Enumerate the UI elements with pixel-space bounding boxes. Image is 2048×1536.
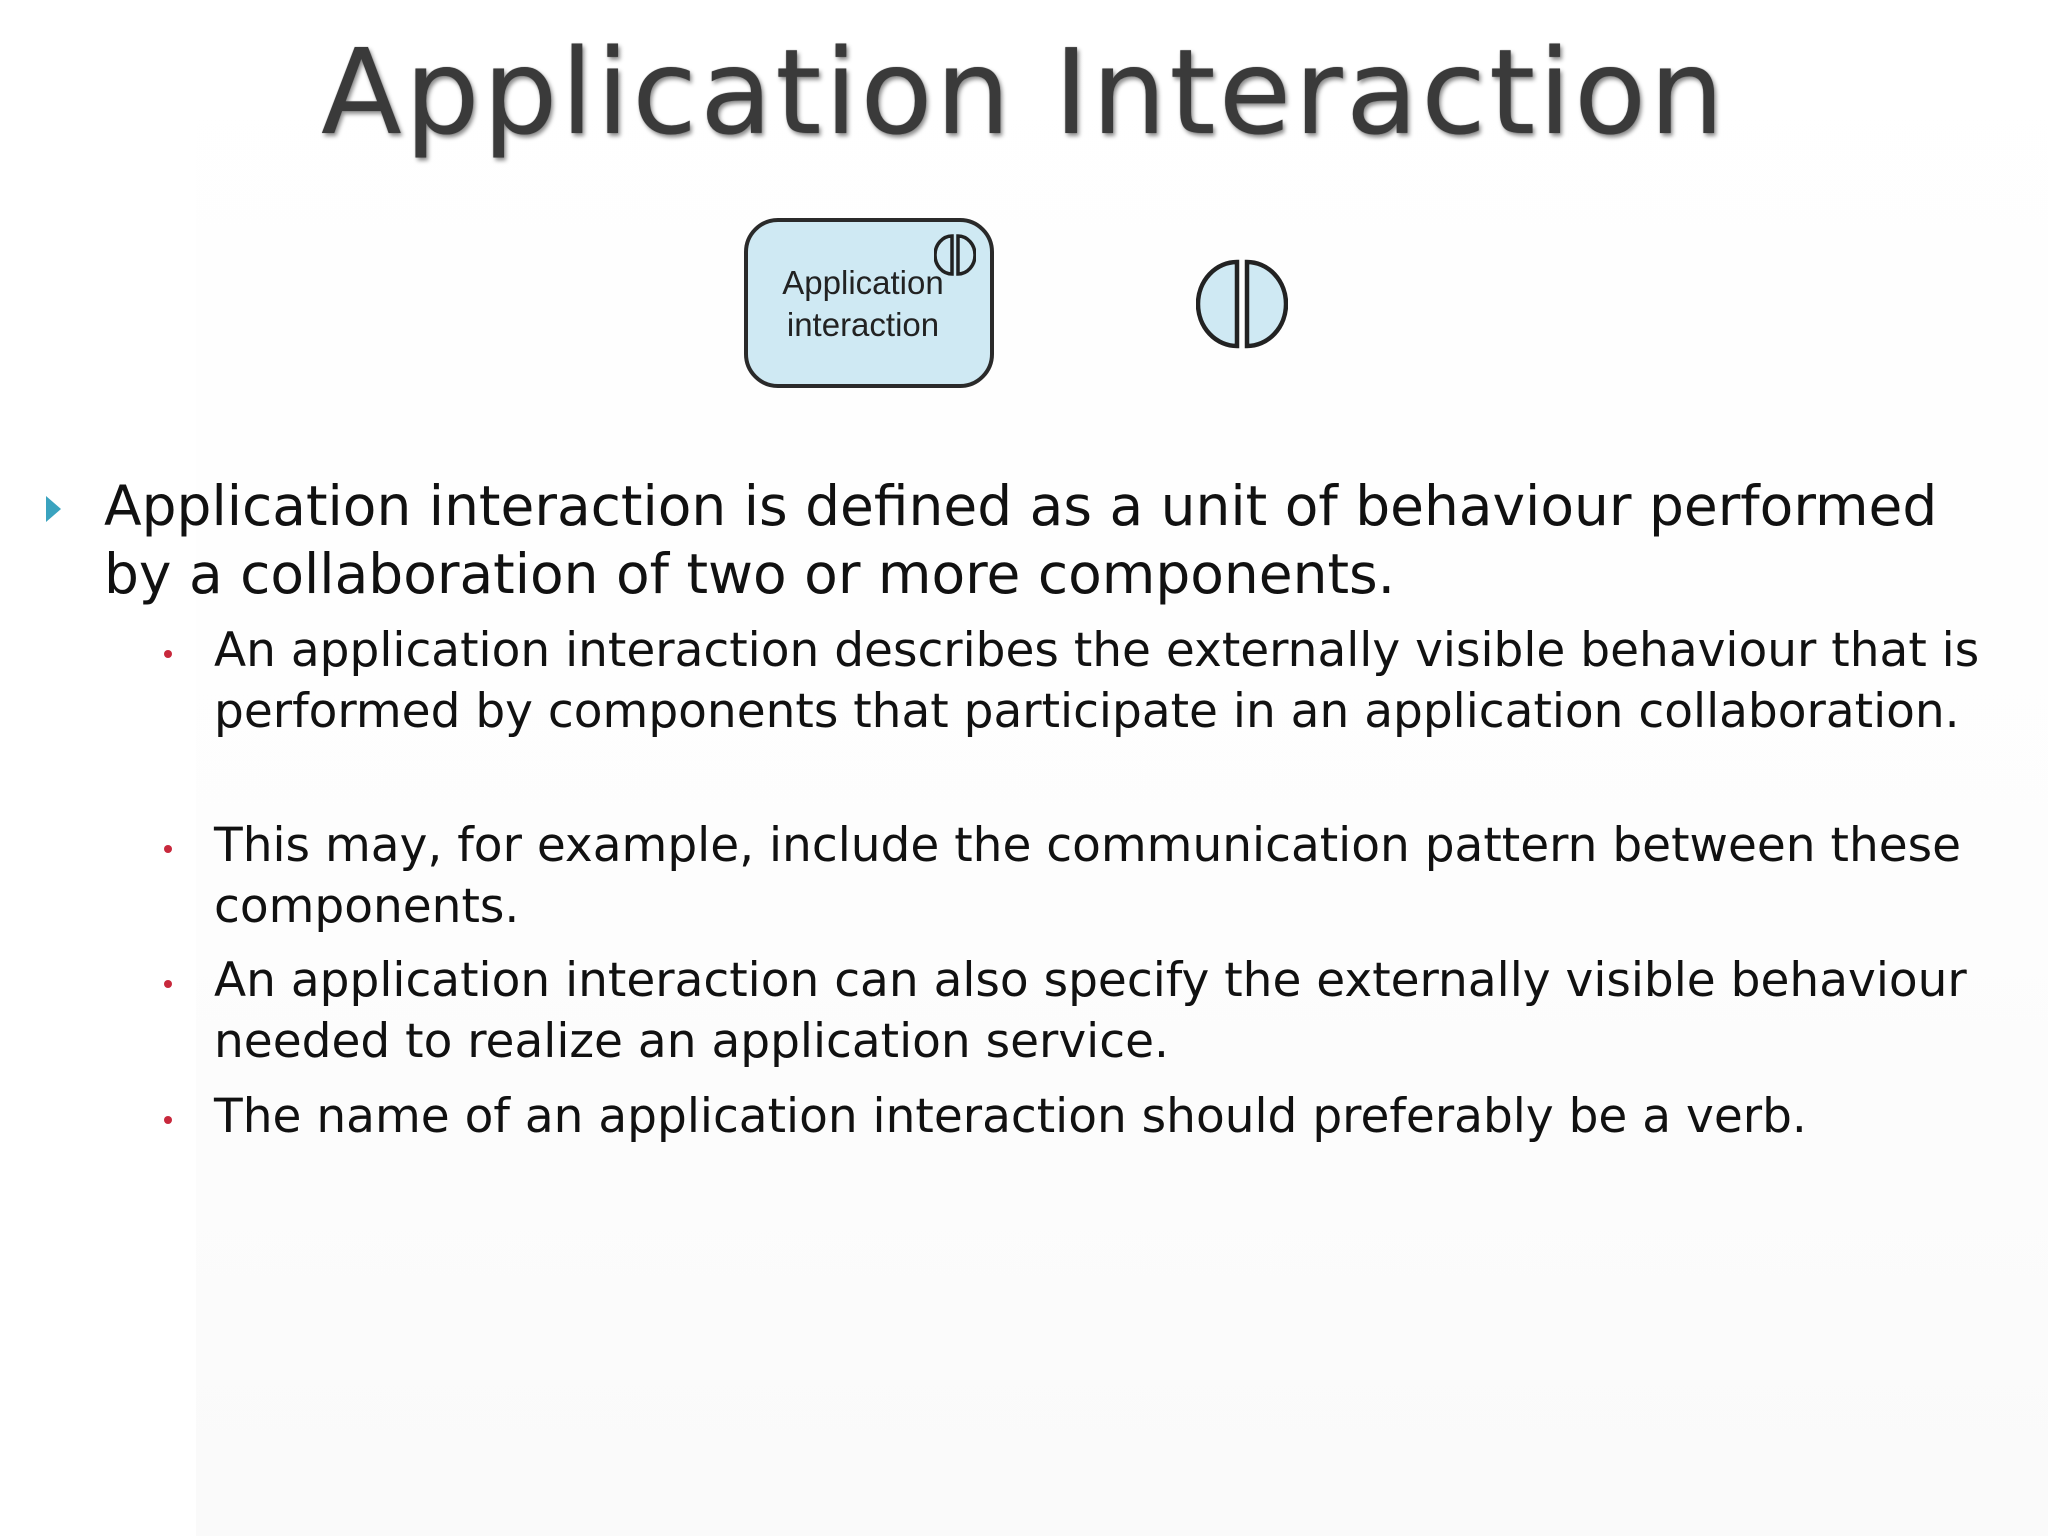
- bullet-dot-icon: [164, 845, 172, 853]
- slide-background: [196, 0, 2048, 1536]
- interaction-icon: [1196, 258, 1288, 350]
- bullet-triangle-icon: [46, 496, 61, 522]
- sub-bullet-1: An application interaction describes the externally visible behaviour that is performed by components that participate in an application collaboration.: [214, 623, 1980, 739]
- notation-box-label-line1: Application: [782, 264, 944, 301]
- application-interaction-notation-box: [744, 218, 994, 388]
- sub-bullet-3: An application interaction can also specify the externally visible behaviour needed to realize an application service.: [214, 953, 1967, 1069]
- sub-bullet-2: This may, for example, include the communication pattern between these components.: [214, 818, 1962, 934]
- notation-box-label-line2: interaction: [786, 306, 940, 343]
- bullet-dot-icon: [164, 980, 172, 988]
- interaction-icon: [934, 232, 976, 278]
- bullet-dot-icon: [164, 650, 172, 658]
- sub-bullet-4: The name of an application interaction should preferably be a verb.: [214, 1089, 1807, 1144]
- slide-title: Application Interaction: [320, 23, 1727, 161]
- bullet-dot-icon: [164, 1116, 172, 1124]
- main-bullet: Application interaction is defined as a unit of behaviour performed by a collaboration of two or more components.: [104, 474, 1938, 606]
